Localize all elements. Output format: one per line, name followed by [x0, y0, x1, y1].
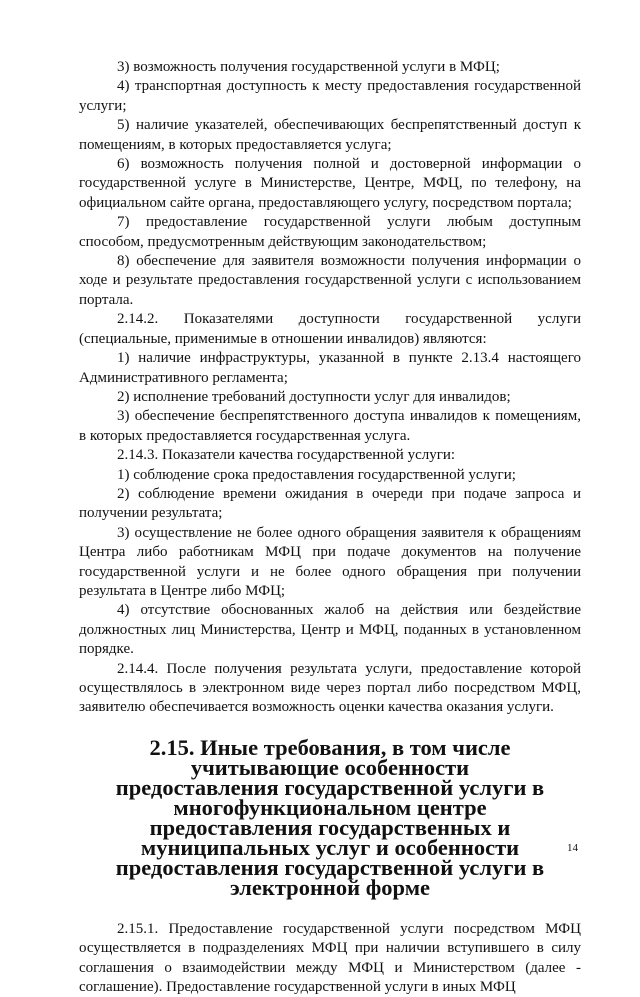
list-item-6-information: 6) возможность получения полной и достоверной информации о государственной услуге в Министерстве, Центре, МФЦ, по телефону, на официальном сайте органа, предоставляющего услугу, посредством портала;	[79, 156, 581, 211]
clause-2-14-4: 2.14.4. После получения результата услуги, предоставление которой осуществлялось в электронном виде через портал либо посредством МФЦ, заявителю обеспечивается возможность оценки качества оказания услуги.	[79, 660, 581, 716]
list-item-7-any-way: 7) предоставление государственной услуги любым доступным способом, предусмотренным действующим законодательством;	[79, 214, 581, 250]
heading-line: 2.15. Иные требования, в том числе учитывающие особенности	[149, 734, 511, 780]
clause-2-14-2: 2.14.2. Показателями доступности государственной услуги (специальные, применимые в отношении инвалидов) являются:	[79, 311, 581, 347]
clause-2-15-1: 2.15.1. Предоставление государственной услуги посредством МФЦ осуществляется в подразделениях МФЦ при наличии вступившего в силу соглашения о взаимодействии между МФЦ и Министерством (далее - соглашение). Предоставление государственной услуги в иных МФЦ	[79, 920, 581, 996]
quality-item-4: 4) отсутствие обоснованных жалоб на действия или бездействие должностных лиц Министерства, Центр и МФЦ, поданных в установленном порядке.	[79, 602, 581, 658]
list-item-8-portal: 8) обеспечение для заявителя возможности получения информации о ходе и результате предоставления государственной услуги с использованием портала.	[79, 253, 581, 308]
page-content	[79, 58, 581, 997]
clause-2-14-3: 2.14.3. Показатели качества государственной услуги:	[117, 447, 456, 464]
list-item-3-mfc: 3) возможность получения государственной услуги в МФЦ;	[117, 59, 500, 75]
heading-line: предоставления государственных и муниципальных услуг и особенности	[140, 814, 520, 860]
quality-item-2: 2) соблюдение времени ожидания в очереди при подаче запроса и получении результата;	[79, 485, 581, 522]
list-item-5-signs: 5) наличие указателей, обеспечивающих беспрепятственный доступ к помещениям, в которых предоставляется услуга;	[79, 117, 581, 153]
disability-item-3: 3) обеспечение беспрепятственного доступа инвалидов к помещениям, в которых предоставляется государственная услуга.	[79, 408, 581, 444]
heading-line: предоставления государственной услуги в многофункциональном центре	[115, 774, 545, 820]
section-heading-2-15	[79, 734, 581, 900]
heading-line: предоставления государственной услуги в электронной форме	[115, 854, 545, 900]
list-item-4-transport: 4) транспортная доступность к месту предоставления государственной услуги;	[79, 78, 581, 114]
disability-item-2: 2) исполнение требований доступности услуг для инвалидов;	[117, 388, 511, 405]
disability-item-1: 1) наличие инфраструктуры, указанной в пункте 2.13.4 настоящего Административного регламента;	[79, 350, 581, 386]
page-number: 14	[567, 842, 578, 854]
quality-item-1: 1) соблюдение срока предоставления государственной услуги;	[117, 466, 516, 483]
quality-item-3: 3) осуществление не более одного обращения заявителя к обращениям Центра либо работникам МФЦ при подаче документов на получение государственной услуги и не более одного обращения при получении результата в Центре либо МФЦ;	[79, 524, 581, 599]
